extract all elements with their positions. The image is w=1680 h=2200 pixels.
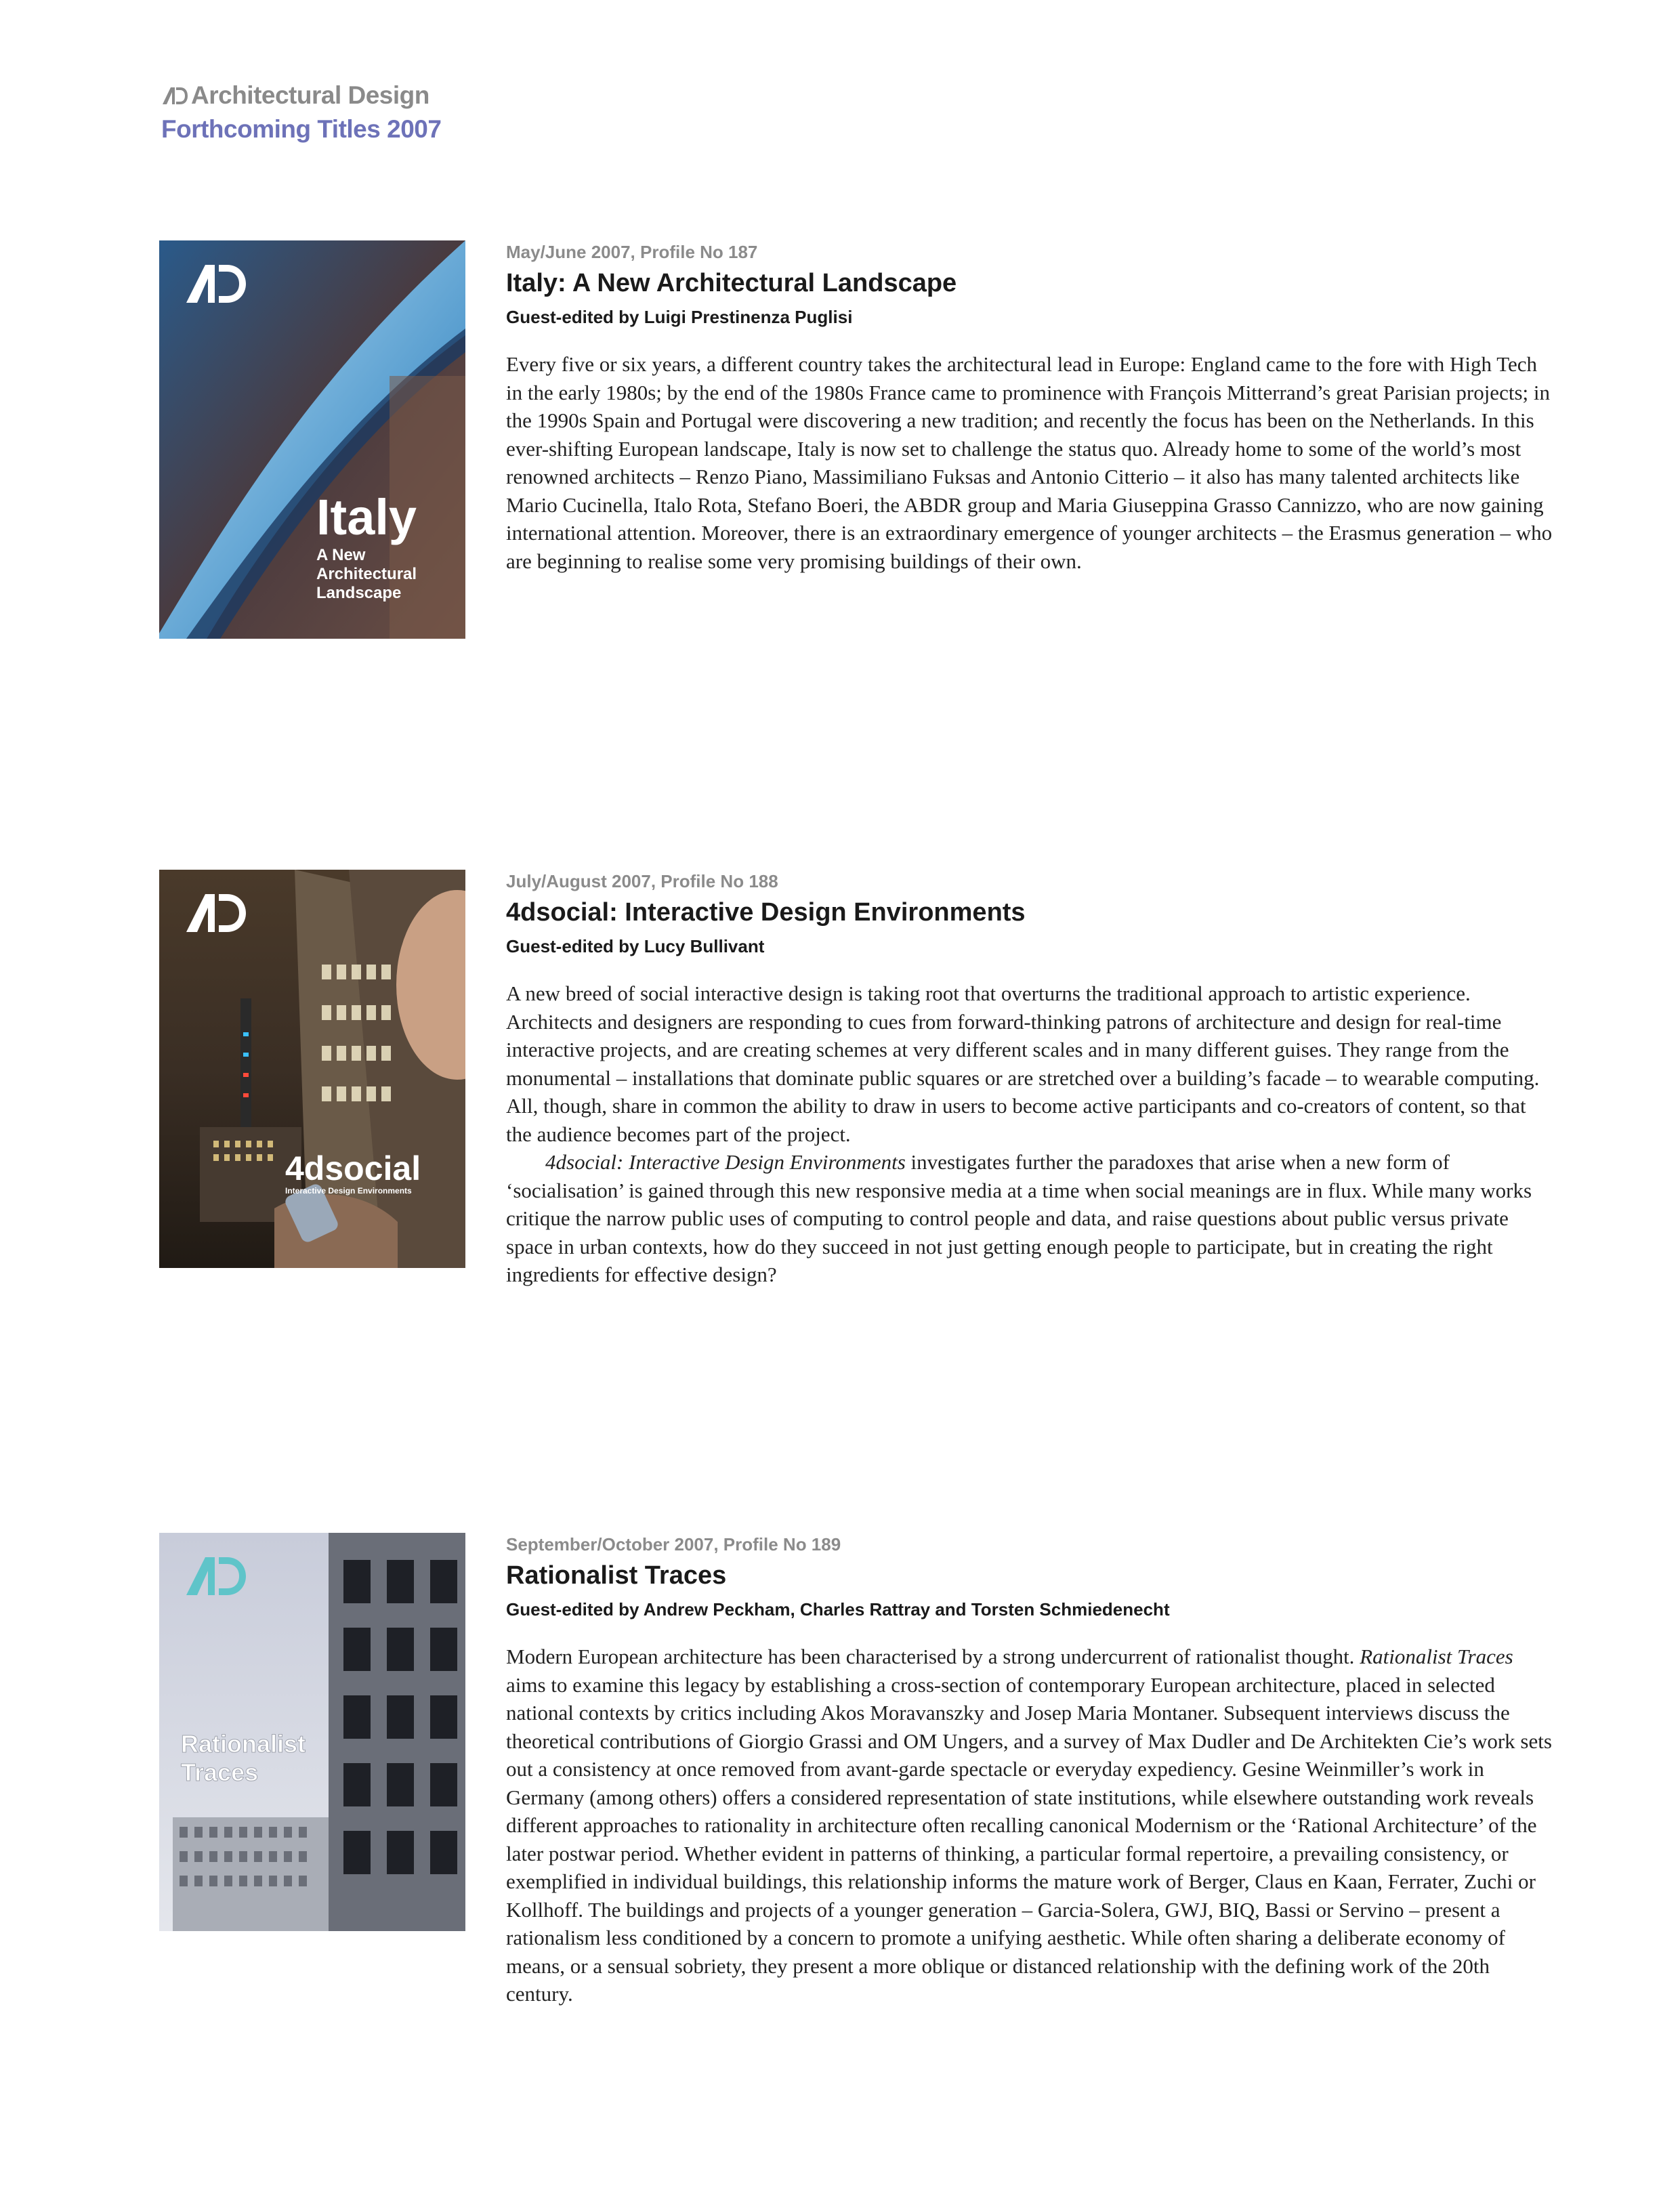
- masthead: [161, 79, 441, 146]
- cover-rationalist-line1: Rationalist: [181, 1730, 306, 1758]
- masthead-subtitle: Forthcoming Titles 2007: [161, 115, 442, 143]
- entry-info: [506, 240, 1556, 575]
- issue-line: May/June 2007, Profile No 187: [506, 242, 758, 262]
- book-title-italic: Rationalist Traces: [1360, 1645, 1513, 1668]
- paragraph-text: Modern European architecture has been characterised by a strong undercurrent of rationalist thought.: [506, 1645, 1360, 1668]
- description-paragraph: Every five or six years, a different country takes the architectural lead in Europe: England came to the fore with High Tech in the early 1980s; by the end of the 1980s France came to prominence with François Mitterrand’s great Parisian projects; in the 1990s Spain and Portugal were discovering a new tradition; and recently the focus has been on the Netherlands. In this ever-shifting European landscape, Italy is now set to challenge the status quo. Already home to some of the world’s most renowned architects – Renzo Piano, Massimiliano Fuksas and Antonio Citterio – it also has many talented architects like Mario Cucinella, Italo Rota, Stefano Boeri, the ABDR group and Maria Giuseppina Grasso Cannizzo, who are now gaining international attention. Moreover, there is an extraordinary emergence of younger architects – the Erasmus generation – who are beginning to realise some very promising buildings of their own.: [506, 352, 1553, 573]
- cover-italy-line4: Landscape: [316, 584, 402, 602]
- entry-title: 4dsocial: Interactive Design Environments: [506, 898, 1026, 927]
- guest-editor: Guest-edited by Andrew Peckham, Charles Rattray and Torsten Schmiedenecht: [506, 1599, 1170, 1620]
- guest-editor: Guest-edited by Lucy Bullivant: [506, 936, 765, 956]
- description-paragraph: [506, 1643, 1556, 2008]
- paragraph-text: investigates further the paradoxes that arise when a new form of ‘socialisation’ is gained through this new responsive media at a time when social meanings are in flux. While many works critique the narrow public uses of computing to control people and data, and raise questions about public versus private space in urban contexts, how do they succeed in not just getting enough people to participate, but in creating the right ingredients for effective design?: [506, 1150, 1532, 1286]
- cover-italy-line3: Architectural: [316, 565, 417, 583]
- cover-rationalist-traces: [159, 1533, 465, 1931]
- masthead-title-row: [161, 79, 441, 112]
- book-title-italic: 4dsocial: Interactive Design Environments: [545, 1150, 906, 1174]
- cover-italy: [159, 240, 465, 639]
- masthead-title: Architectural Design: [191, 81, 429, 109]
- entry-info: [506, 870, 1556, 1289]
- guest-editor: Guest-edited by Luigi Prestinenza Puglisi: [506, 307, 853, 327]
- entry-title: Rationalist Traces: [506, 1561, 727, 1590]
- ad-logo-icon: [161, 85, 188, 106]
- description-paragraph-2: [506, 1148, 1556, 1289]
- issue-line: July/August 2007, Profile No 188: [506, 871, 778, 891]
- cover-4dsocial-line2: Interactive Design Environments: [285, 1186, 412, 1196]
- description-paragraph: A new breed of social interactive design is taking root that overturns the traditional approach to artistic experience. Architects and designers are responding to cues from forward-thinking patrons of architecture and design for real-time interactive projects, and are creating schemes at very different scales and in many different guises. They range from the monumental – installations that dominate public squares or are stretched over a building’s facade – to wearable computing. All, though, share in common the ability to draw in users to become active participants and co-creators of content, so that the audience becomes part of the project.: [506, 981, 1540, 1146]
- entry-title: Italy: A New Architectural Landscape: [506, 269, 957, 297]
- issue-line: September/October 2007, Profile No 189: [506, 1534, 841, 1554]
- paragraph-text: aims to examine this legacy by establishing a cross-section of contemporary European architecture, placed in selected national contexts by critics including Akos Moravanszky and Josep Maria Montaner. Subsequent interviews discuss the theoretical contributions of Giorgio Grassi and OM Ungers, and a survey of Max Dudler and De Architekten Cie’s work sets out a consistency at once removed from avant-garde spectacle or everyday expediency. Gesine Weinmiller’s work in Germany (among others) offers a considered representation of state institutions, while elsewhere outstanding work reveals different approaches to rationality in architecture often recalling canonical Modernism or the ‘Rational Architecture’ of the later postwar period. Whether evident in patterns of thinking, a particular formal repertoire, a prevailing consistency, or exemplified in individual buildings, this relationship informs the mature work of Berger, Claus en Kaan, Ferrater, Zuchi or Kollhoff. The buildings and projects of a younger generation – Garcia-Solera, GWJ, BIQ, Bassi or Servino – present a rationalism less conditioned by a concern to promote a unifying aesthetic. While often sharing a deliberate economy of means, or a sensual sobriety, they present a more oblique or distanced relationship with the defining work of the 20th century.: [506, 1672, 1552, 2006]
- cover-4dsocial-line1: 4dsocial: [285, 1149, 421, 1187]
- cover-rationalist-line2: Traces: [181, 1758, 259, 1786]
- cover-italy-line1: Italy: [316, 489, 417, 545]
- cover-italy-line2: A New: [316, 546, 366, 564]
- entry-info: [506, 1533, 1556, 2008]
- cover-4dsocial: [159, 870, 465, 1268]
